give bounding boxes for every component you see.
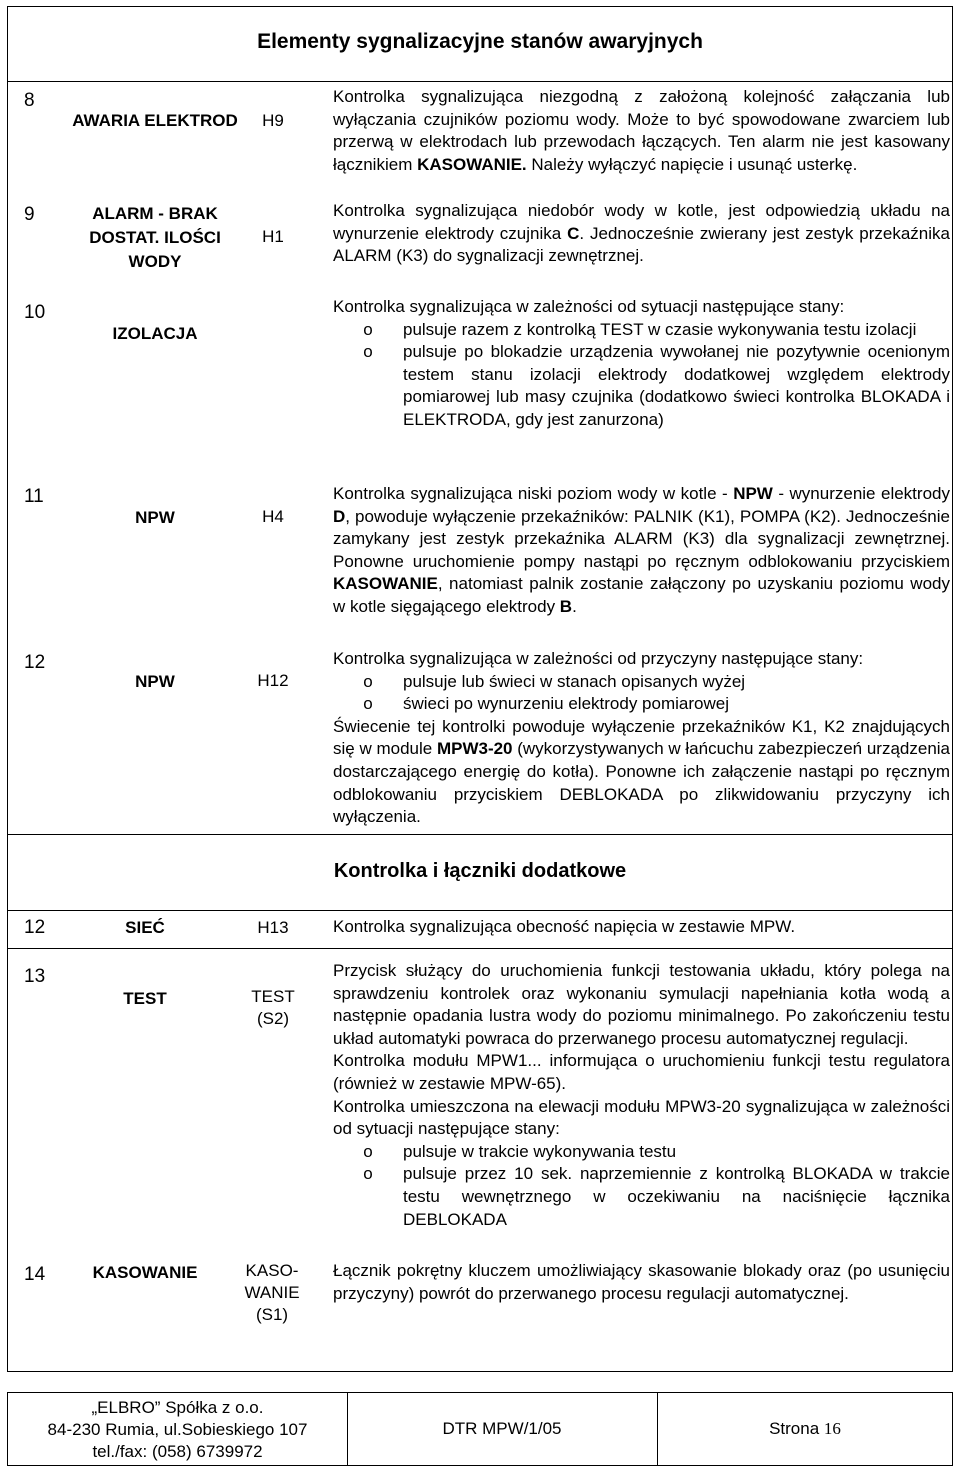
list-item: o pulsuje w trakcie wykonywania testu [363, 1141, 677, 1161]
row-name: NPW [135, 672, 175, 691]
list-item: o pulsuje razem z kontrolką TEST w czasie wykonywania testu izolacji [363, 319, 917, 339]
footer-page-number: Strona 16 [769, 1419, 841, 1438]
row-description: Kontrolka sygnalizująca obecność napięcia w zestawie MPW. [333, 917, 796, 936]
row-number: 14 [24, 1264, 46, 1285]
row-description: Łącznik pokrętny kluczem umożliwiający skasowanie blokady oraz (po usunięciu przyczyny) powrót do przerwanego procesu regulacji automatycznej. [333, 1261, 950, 1303]
row-code: H13 [257, 918, 289, 937]
row-description: Kontrolka sygnalizująca w zależności od przyczyny następujące stany: o pulsuje lub świeci w stanach opisanych wyżej o świeci po wynurzeniu elektrody pomiarowej Świecenie tej kontrolki powoduje wyłączenie przekaźników K1, K2 znajdujących się w module MPW3-20 (wykorzystywanych w łańcuchu zabezpieczeń urządzenia dostarczającego energię do kotła). Ponowne ich załączenie nastąpi po ręcznym odblokowaniu przyciskiem DEBLOKADA po zlikwidowaniu przyczyny ich wyłączenia. [333, 649, 950, 827]
section-title-alarms: Elementy sygnalizacyjne stanów awaryjnych [257, 30, 703, 53]
divider [8, 81, 952, 82]
row-number: 13 [24, 966, 46, 987]
row-number: 8 [24, 90, 35, 111]
row-description: Przycisk służący do uruchomienia funkcji testowania układu, który polega na sprawdzeniu kontrolek oraz wykonaniu symulacji napełniania kotła wodą a następnie opadania lustra wody do poziomu minimalnego. Po zakończeniu testu układ automatyki powraca do przerwanego procesu automatycznej regulacji. Kontrolka modułu MPW1... informująca o uruchomieniu funkcji testu regulatora (również w zestawie MPW-65). Kontrolka umieszczona na elewacji modułu MPW3-20 sygnalizująca w zależności od sytuacji następujące stany: o pulsuje w trakcie wykonywania testu o pulsuje przez 10 sek. naprzemiennie z kontrolką BLOKADA w trakcie testu wewnętrznego w oczekiwaniu na naciśnięcie łącznika DEBLOKADA [333, 960, 950, 1231]
row-name: AWARIA ELEKTROD [72, 111, 238, 130]
list-item: o pulsuje lub świeci w stanach opisanych wyżej [363, 671, 746, 691]
list-item: o pulsuje po blokadzie urządzenia wywołanej nie pozytywnie ocenionym testem stanu izolacji elektrody dodatkowej względem elektrody pomiarowej lub masy czujnika (dodatkowo świeci kontrolka BLOKADA i ELEKTRODA, gdy jest zanurzona) [363, 342, 950, 429]
divider [8, 910, 952, 911]
row-code: TEST (S2) [251, 987, 295, 1028]
list-item: o świeci po wynurzeniu elektrody pomiarowej [363, 694, 729, 714]
row-description: Kontrolka sygnalizująca niezgodną z założoną kolejność załączania lub wyłączania czujników poziomu wody. Może to być spowodowane zwarciem lub przerwą w elektrodach lub przewodach łączących. Ten alarm nie jest kasowany łącznikiem KASOWANIE. Należy wyłączyć napięcie i usunąć usterkę. [333, 87, 950, 174]
row-name: ALARM - BRAK DOSTAT. ILOŚCI WODY [89, 204, 221, 271]
row-code: KASO- WANIE (S1) [244, 1261, 300, 1324]
row-name: SIEĆ [125, 918, 165, 937]
divider [8, 834, 952, 835]
row-number: 12 [24, 917, 46, 938]
footer-company: „ELBRO” Spółka z o.o. 84-230 Rumia, ul.Sobieskiego 107 tel./fax: (058) 6739972 [47, 1398, 308, 1461]
row-description: Kontrolka sygnalizująca niedobór wody w kotle, jest odpowiedzią układu na wynurzenie elektrody czujnika C. Jednocześnie zwierany jest zestyk przekaźnika ALARM (K3) do sygnalizacji zewnętrznej. [333, 201, 950, 266]
row-name: IZOLACJA [112, 324, 198, 343]
section-title-additional: Kontrolka i łączniki dodatkowe [333, 860, 627, 882]
row-name: KASOWANIE [92, 1263, 198, 1282]
row-description: Kontrolka sygnalizująca niski poziom wody w kotle - NPW - wynurzenie elektrody D, powoduje wyłączenie przekaźników: PALNIK (K1), POMPA (K2). Jednocześnie zamykany jest zestyk przekaźnika ALARM (K3) dla sygnalizacji zewnętrznej. Ponowne uruchomienie pompy nastąpi po ręcznym odblokowaniu przyciskiem KASOWANIE, natomiast palnik zostanie załączony po uzyskaniu poziomu wody w kotle sięgającego elektrody B. [333, 484, 950, 616]
row-code: H9 [262, 111, 284, 130]
row-code: H4 [262, 507, 284, 526]
footer [7, 1392, 953, 1466]
row-number: 11 [24, 486, 44, 507]
row-code: H1 [262, 227, 284, 246]
row-description: Kontrolka sygnalizująca w zależności od sytuacji następujące stany: o pulsuje razem z kontrolką TEST w czasie wykonywania testu izolacji o pulsuje po blokadzie urządzenia wywołanej nie pozytywnie ocenionym testem stanu izolacji elektrody dodatkowej względem elektrody pomiarowej lub masy czujnika (dodatkowo świeci kontrolka BLOKADA i ELEKTRODA, gdy jest zanurzona) [333, 296, 950, 432]
footer-document-id: DTR MPW/1/05 [442, 1419, 562, 1438]
list-item: o pulsuje przez 10 sek. naprzemiennie z kontrolką BLOKADA w trakcie testu wewnętrznego w oczekiwaniu na naciśnięcie łącznika DEBLOKADA [363, 1164, 950, 1229]
row-name: TEST [123, 989, 167, 1008]
row-number: 9 [24, 204, 35, 225]
row-name: NPW [135, 508, 175, 527]
divider [8, 948, 952, 949]
row-code: H12 [257, 671, 289, 690]
row-number: 10 [24, 302, 46, 323]
row-number: 12 [24, 652, 46, 673]
